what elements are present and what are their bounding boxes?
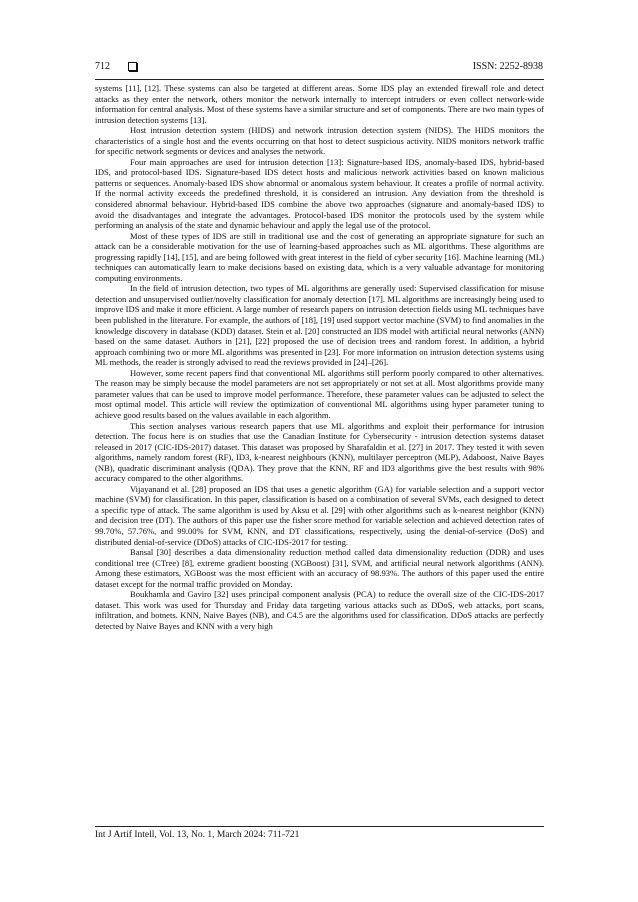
body-paragraph: Host intrusion detection system (HIDS) and network intrusion detection system (NIDS). The HIDS monitors the characteristics of a single host and the events occurring on that host to detect suspicious activity. NIDS monitors network traffic for specific network segments or devices and analyses the network.	[95, 125, 544, 157]
body-paragraph: However, some recent papers find that conventional ML algorithms still perform poorly compared to other alternatives. The reason may be simply because the model parameters are not set appropriately or not set at all. Most algorithms provide many parameter values that can be used to improve model performance. Therefore, these parameter values can be adjusted to select the most optimal model. This article will review the optimization of conventional ML algorithms using hyper parameter tuning to achieve good results based on the values available in each algorithm.	[95, 367, 544, 420]
page-header	[95, 61, 543, 75]
square-icon	[128, 62, 137, 71]
body-text	[95, 83, 544, 631]
body-paragraph: systems [11], [12]. These systems can also be targeted at different areas. Some IDS play an extended firewall role and detect attacks as they enter the network, others monitor the network internally to intercept intruders or even collect network-wide information for central analysis. Most of these systems have a similar structure and set of components. There are two main types of intrusion detection systems [13].	[95, 83, 544, 125]
body-paragraph: This section analyses various research papers that use ML algorithms and exploit their performance for intrusion detection. The focus here is on studies that use the Canadian Institute for Cybersecurity - intrusion detection systems dataset released in 2017 (CIC-IDS-2017) dataset. This dataset was proposed by Sharafaldin et al. [27] in 2017. They tested it with seven algorithms, namely random forest (RF), ID3, k-nearest neighbours (KNN), multilayer perceptron (MLP), Adaboost, Naive Bayes (NB), quadratic discriminant analysis (QDA). They prove that the KNN, RF and ID3 algorithms give the best results with 98% accuracy compared to the other algorithms.	[95, 420, 544, 484]
body-paragraph: Vijayanand et al. [28] proposed an IDS that uses a genetic algorithm (GA) for variable selection and a support vector machine (SVM) for classification. In this paper, classification is based on a combination of several SVMs, each designed to detect a specific type of attack. The same algorithm is used by Aksu et al. [29] with other algorithms such as k-nearest neighbor (KNN) and decision tree (DT). The authors of this paper use the fisher score method for variable selection and achieved detection rates of 99.70%, 57.76%, and 99.00% for SVM, KNN, and DT classifications, respectively, using the denial-of-service (DoS) and distributed denial-of-service (DDoS) attacks of CIC-IDS-2017 for testing.	[95, 483, 544, 547]
body-paragraph: Four main approaches are used for intrusion detection [13]: Signature-based IDS, anomaly-based IDS, hybrid-based IDS, and protocol-based IDS. Signature-based IDS detect hosts and malicious network activities based on known malicious patterns or sequences. Anomaly-based IDS show abnormal or anomalous system behaviour. It creates a profile of normal activity. If the normal activity exceeds the predefined threshold, it is considered an intrusion. Any deviation from the threshold is considered abnormal behaviour. Hybrid-based IDS combine the above two approaches (signature and anomaly-based IDS) to avoid the disadvantages and integrate the advantages. Protocol-based IDS monitor the protocols used by the system while performing an analysis of the state and dynamic behaviour and apply the legal use of the protocol.	[95, 156, 544, 231]
body-paragraph: Most of these types of IDS are still in traditional use and the cost of generating an appropriate signature for such an attack can be a considerable motivation for the use of learning-based approaches such as ML algorithms. These algorithms are progressing rapidly [14], [15], and are being followed with great interest in the field of cyber security [16]. Machine learning (ML) techniques can automatically learn to make decisions based on existing data, which is a very valuable advantage for monitoring computing environments.	[95, 230, 544, 283]
page-number: 712	[95, 61, 110, 72]
body-paragraph: In the field of intrusion detection, two types of ML algorithms are generally used: Supervised classification for misuse detection and unsupervised outlier/novelty classification for anomaly detection [17]. ML algorithms are increasingly being used to improve IDS and make it more efficient. A large number of research papers on intrusion detection fields using ML techniques have been published in the literature. For example, the authors of [18], [19] used support vector machine (SVM) to find anomalies in the knowledge discovery in database (KDD) dataset. Stein et al. [20] constructed an IDS model with artificial neural networks (ANN) based on the same dataset. Authors in [21], [22] proposed the use of decision trees and random forest. In addition, a hybrid approach combining two or more ML algorithms was presented in [23]. For more information on intrusion detection systems using ML methods, the reader is strongly advised to read the reviews provided in [24]–[26].	[95, 283, 544, 368]
footer-rule	[95, 826, 544, 827]
header-rule	[95, 79, 544, 80]
issn-label: ISSN: 2252-8938	[472, 61, 543, 72]
journal-citation: Int J Artif Intell, Vol. 13, No. 1, March 2024: 711-721	[95, 830, 300, 840]
body-paragraph: Boukhamla and Gaviro [32] uses principal component analysis (PCA) to reduce the overall size of the CIC-IDS-2017 dataset. This work was used for Thursday and Friday data targeting various attacks such as DDoS, web attacks, port scans, infiltration, and botnets. KNN, Naive Bayes (NB), and C4.5 are the algorithms used for classification. DDoS attacks are perfectly detected by Naive Bayes and KNN with a very high	[95, 589, 544, 631]
body-paragraph: Bansal [30] describes a data dimensionality reduction method called data dimensionality reduction (DDR) and uses conditional tree (CTree) [8], extreme gradient boosting (XGBoost) [31], SVM, and artificial neural network algorithms (ANN). Among these estimators, XGBoost was the most efficient with an accuracy of 98.93%. The authors of this paper used the entire dataset except for the normal traffic provided on Monday.	[95, 547, 544, 589]
